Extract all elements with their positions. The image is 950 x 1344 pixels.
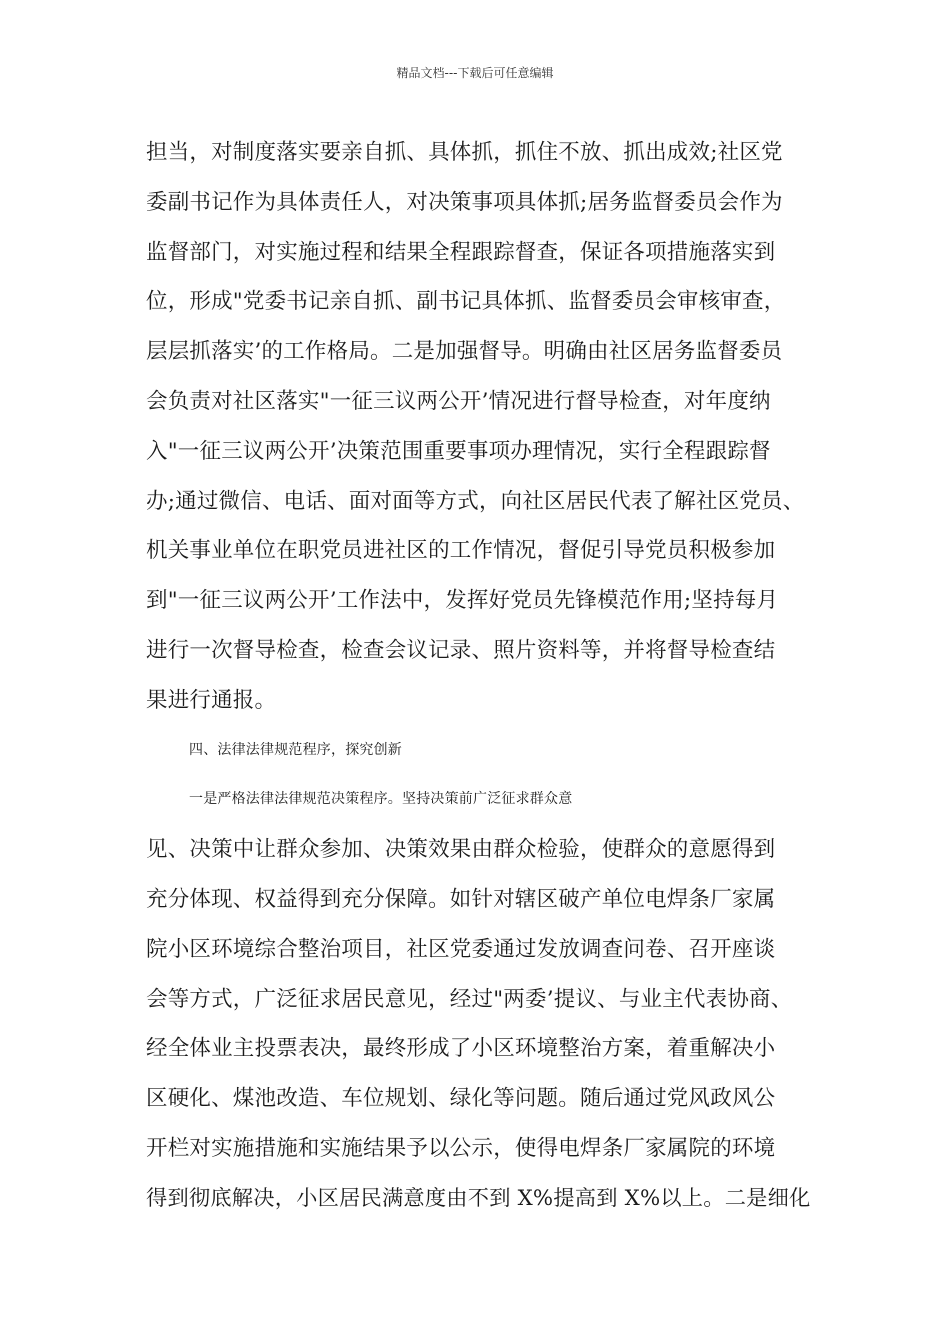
- text-line: 院小区环境综合整治项目，社区党委通过发放调查问卷、召开座谈: [146, 936, 776, 962]
- text-line: 办;通过微信、电话、面对面等方式，向社区居民代表了解社区党员、: [146, 488, 805, 514]
- page-header: 精品文档---下载后可任意编辑: [396, 66, 554, 80]
- document-body: [146, 128, 811, 1224]
- text-line: 监督部门，对实施过程和结果全程跟踪督查，保证各项措施落实到: [146, 239, 776, 265]
- text-line: 入"一征三议两公开’决策范围重要事项办理情况，实行全程跟踪督: [146, 438, 771, 464]
- text-line: 委副书记作为具体责任人，对决策事项具体抓;居务监督委员会作为: [146, 189, 783, 215]
- text-line: 开栏对实施措施和实施结果予以公示，使得电焊条厂家属院的环境: [146, 1135, 776, 1161]
- text-line: 到"一征三议两公开’工作法中，发挥好党员先锋模范作用;坚持每月: [146, 588, 779, 614]
- text-line: 果进行通报。: [146, 687, 277, 713]
- text-line: 机关事业单位在职党员进社区的工作情况，督促引导党员积极参加: [146, 538, 776, 564]
- text-line: 四、法律法律规范程序，探究创新: [189, 741, 402, 758]
- text-line: 位，形成"党委书记亲自抓、副书记具体抓、监督委员会审核审查，: [146, 289, 786, 315]
- text-line: 担当，对制度落实要亲自抓、具体抓，抓住不放、抓出成效;社区党: [146, 140, 783, 165]
- text-line: 进行一次督导检查，检查会议记录、照片资料等，并将督导检查结: [146, 637, 776, 663]
- text-line: 得到彻底解决，小区居民满意度由不到 X%提高到 X%以上。二是细化: [146, 1185, 811, 1211]
- text-line: 会等方式，广泛征求居民意见，经过"两委’提议、与业主代表协商、: [146, 986, 793, 1012]
- text-line: 区硬化、煤池改造、车位规划、绿化等问题。随后通过党风政风公: [146, 1086, 776, 1112]
- text-line: 经全体业主投票表决，最终形成了小区环境整治方案，着重解决小: [146, 1036, 776, 1062]
- text-line: 一是严格法律法律规范决策程序。坚持决策前广泛征求群众意: [189, 791, 573, 808]
- text-line: 充分体现、权益得到充分保障。如针对辖区破产单位电焊条厂家属: [146, 886, 776, 912]
- text-line: 见、决策中让群众参加、决策效果由群众检验，使群众的意愿得到: [146, 837, 776, 863]
- text-line: 层层抓落实’的工作格局。二是加强督导。明确由社区居务监督委员: [146, 339, 783, 365]
- text-line: 会负责对社区落实"一征三议两公开’情况进行督导检查，对年度纳: [146, 388, 771, 414]
